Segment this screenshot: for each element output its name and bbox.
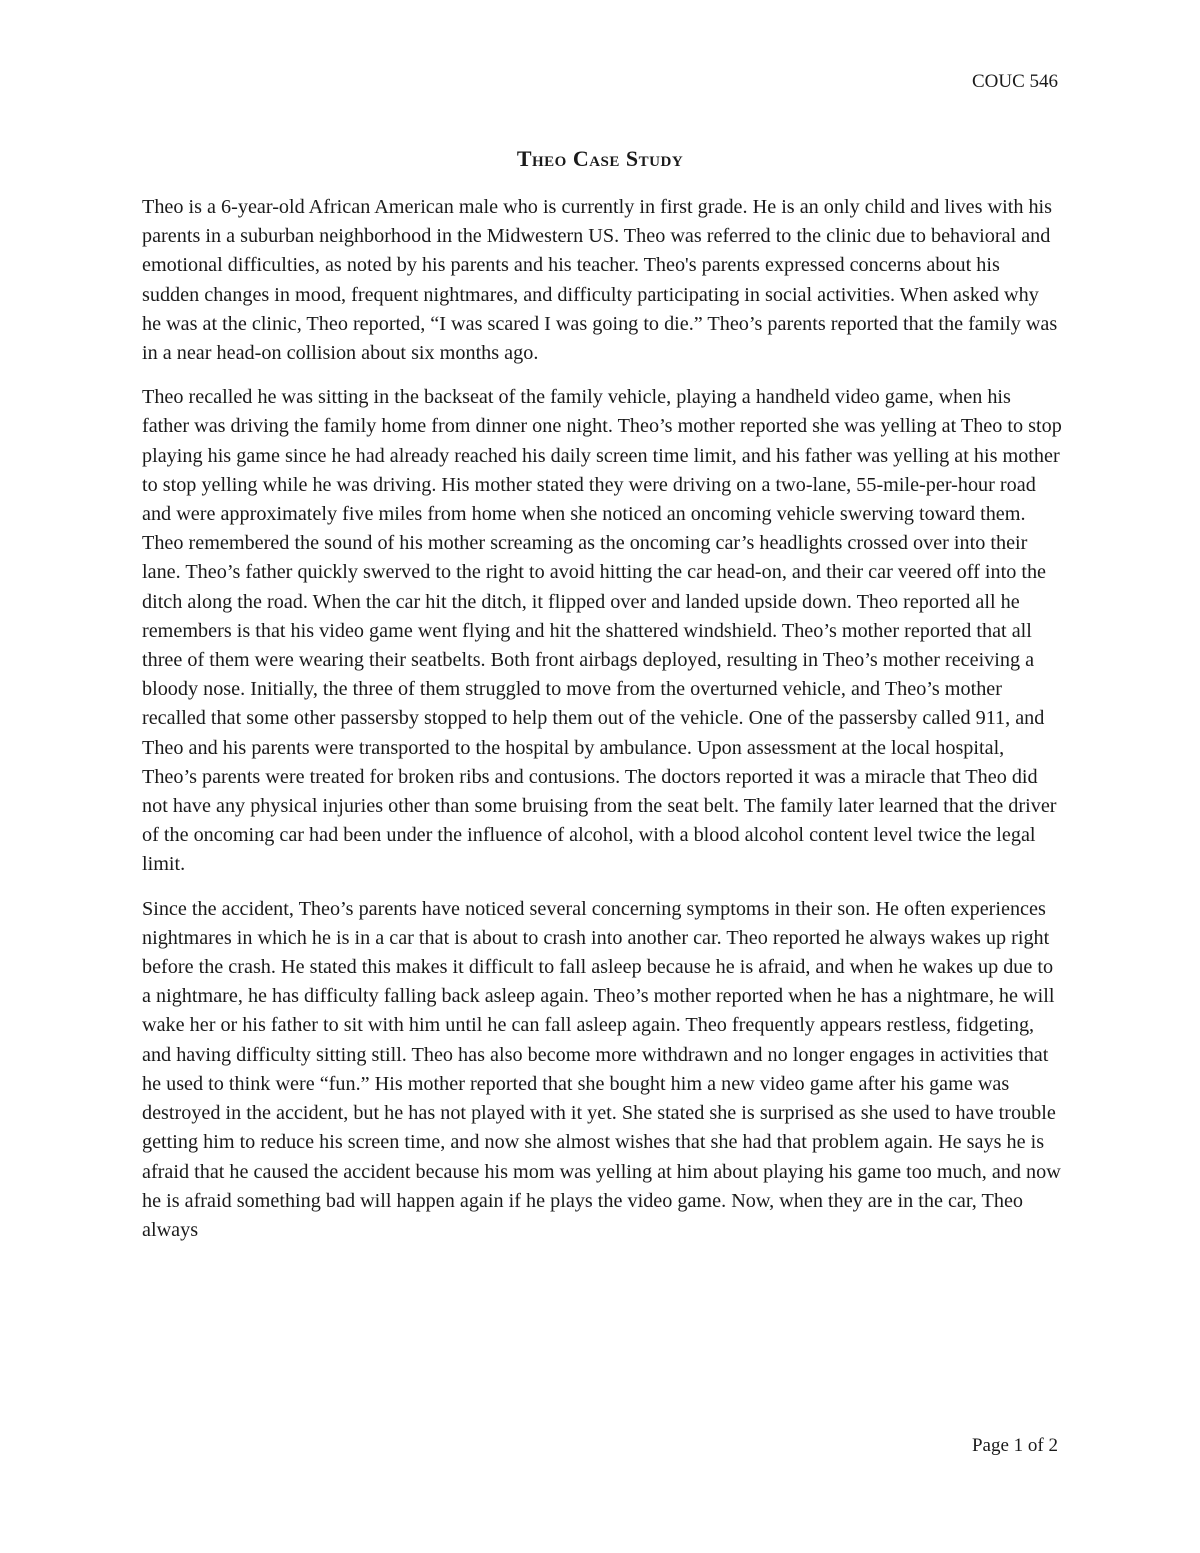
paragraph-accident-account: Theo recalled he was sitting in the backseat of the family vehicle, playing a handheld video game, when his father was driving the family home from dinner one night. Theo’s mother reported she was yelling at Theo to stop playing his game since he had already reached his daily screen time limit, and his father was yelling at his mother to stop yelling while he was driving. His mother stated they were driving on a two-lane, 55-mile-per-hour road and were approximately five miles from home when she noticed an oncoming vehicle swerving toward them. Theo remembered the sound of his mother screaming as the oncoming car’s headlights crossed over into their lane. Theo’s father quickly swerved to the right to avoid hitting the car head-on, and their car veered off into the ditch along the road. When the car hit the ditch, it flipped over and landed upside down. Theo reported all he remembers is that his video game went flying and hit the shattered windshield. Theo’s mother reported that all three of them were wearing their seatbelts. Both front airbags deployed, resulting in Theo’s mother receiving a bloody nose. Initially, the three of them struggled to move from the overturned vehicle, and Theo’s mother recalled that some other passersby stopped to help them out of the vehicle. One of the passersby called 911, and Theo and his parents were transported to the hospital by ambulance. Upon assessment at the local hospital, Theo’s parents were treated for broken ribs and contusions. The doctors reported it was a miracle that Theo did not have any physical injuries other than some bruising from the seat belt. The family later learned that the driver of the oncoming car had been under the influence of alcohol, with a blood alcohol content level twice the legal limit.	[142, 386, 1062, 876]
paragraph-symptoms: Since the accident, Theo’s parents have noticed several concerning symptoms in their son. He often experiences nightmares in which he is in a car that is about to crash into another car. Theo reported he always wakes up right before the crash. He stated this makes it difficult to fall asleep because he is afraid, and when he wakes up due to a nightmare, he has difficulty falling back asleep again. Theo’s mother reported when he has a nightmare, he will wake her or his father to sit with him until he can fall asleep again. Theo frequently appears restless, fidgeting, and having difficulty sitting still. Theo has also become more withdrawn and no longer engages in activities that he used to think were “fun.” His mother reported that she bought him a new video game after his game was destroyed in the accident, but he has not played with it yet. She stated she is surprised as she used to have trouble getting him to reduce his screen time, and now she almost wishes that she had that problem again. He says he is afraid that he caused the accident because his mom was yelling at him about playing his game too much, and now he is afraid something bad will happen again if he plays the video game. Now, when they are in the car, Theo always	[142, 897, 1061, 1241]
document-body	[142, 193, 1062, 1260]
course-code-header: COUC 546	[971, 71, 1058, 92]
document-title: Theo Case Study	[516, 146, 684, 171]
paragraph-introduction: Theo is a 6-year-old African American male who is currently in first grade. He is an only child and lives with his parents in a suburban neighborhood in the Midwestern US. Theo was referred to the clinic due to behavioral and emotional difficulties, as noted by his parents and his teacher. Theo's parents expressed concerns about his sudden changes in mood, frequent nightmares, and difficulty participating in social activities. When asked why he was at the clinic, Theo reported, “I was scared I was going to die.” Theo’s parents reported that the family was in a near head-on collision about six months ago.	[142, 196, 1058, 365]
page-number: Page 1 of 2	[971, 1435, 1058, 1456]
